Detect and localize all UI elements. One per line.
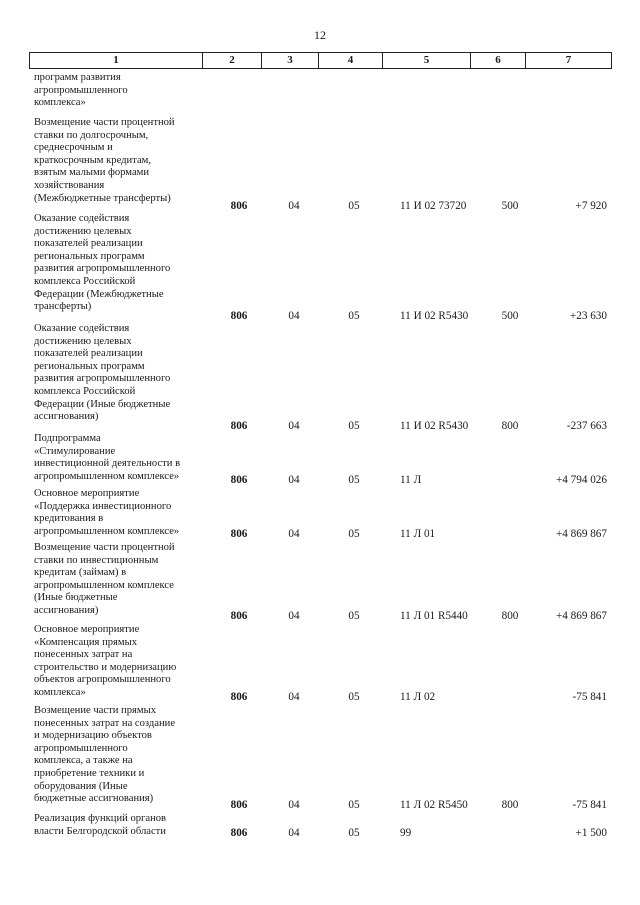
description-line: Возмещение части процентной — [34, 542, 175, 553]
description-line: понесенных затрат на — [34, 649, 133, 661]
row-description — [34, 624, 201, 700]
page-number: 12 — [314, 28, 326, 42]
cell-col-3: 04 — [288, 799, 300, 811]
description-line: (Иные бюджетные — [34, 592, 118, 604]
header-col-3: 3 — [261, 53, 318, 68]
cell-col-2: 806 — [230, 691, 248, 703]
description-line: агропромышленного — [34, 742, 128, 754]
description-line: Реализация функций органов — [34, 813, 167, 824]
description-line: «Поддержка инвестиционного — [34, 500, 172, 512]
description-line: строительство и модернизацию — [34, 661, 177, 673]
header-col-4: 4 — [318, 53, 382, 68]
cell-col-5: 11 Л 01 R5440 — [400, 610, 468, 622]
description-line: ассигнования) — [34, 411, 99, 423]
description-line: (Межбюджетные трансферты) — [34, 192, 171, 204]
description-line: ассигнования) — [34, 604, 99, 616]
description-line: кредитования в — [34, 513, 104, 525]
header-col-2: 2 — [202, 53, 261, 68]
cell-col-3: 04 — [288, 610, 300, 622]
row-description — [34, 433, 201, 483]
description-line: понесенных затрат на создание — [34, 717, 176, 729]
description-line: ставки по инвестиционным — [34, 554, 159, 566]
cell-col-4: 05 — [348, 528, 360, 540]
cell-col-4: 05 — [348, 827, 360, 839]
description-line: инвестиционной деятельности в — [34, 458, 181, 470]
description-line: Возмещение части прямых — [34, 705, 156, 716]
description-line: Федерации (Межбюджетные — [34, 288, 164, 300]
description-line: агропромышленном комплексе» — [34, 525, 180, 537]
cell-col-3: 04 — [288, 200, 300, 212]
description-line: программ развития — [34, 72, 121, 83]
description-line: региональных программ — [34, 360, 145, 372]
cell-col-4: 05 — [348, 799, 360, 811]
description-line: достижению целевых — [34, 335, 132, 347]
description-line: комплекса» — [34, 686, 86, 698]
row-description — [34, 213, 201, 314]
cell-col-6: 500 — [501, 310, 519, 322]
description-line: «Компенсация прямых — [34, 636, 138, 648]
description-line: объектов агропромышленного — [34, 674, 171, 686]
cell-col-5: 11 Л 01 — [400, 528, 436, 540]
cell-col-5: 11 Л 02 R5450 — [400, 799, 468, 811]
cell-col-7: -237 663 — [566, 420, 607, 432]
row-description — [34, 488, 201, 538]
description-line: достижению целевых — [34, 225, 132, 237]
cell-col-7: -75 841 — [572, 691, 607, 703]
cell-col-6: 800 — [501, 610, 519, 622]
description-line: кредитам (займам) в — [34, 567, 127, 579]
description-line: комплекса» — [34, 97, 86, 109]
cell-col-3: 04 — [288, 691, 300, 703]
cell-col-5: 11 Л — [400, 474, 422, 486]
cell-col-2: 806 — [230, 200, 248, 212]
description-line: Возмещение части процентной — [34, 117, 175, 128]
cell-col-6: 800 — [501, 420, 519, 432]
description-line: приобретение техники и — [34, 767, 145, 779]
description-line: Федерации (Иные бюджетные — [34, 398, 171, 410]
row-description — [34, 323, 201, 424]
cell-col-4: 05 — [348, 310, 360, 322]
description-line: «Стимулирование — [34, 445, 116, 457]
description-line: агропромышленного — [34, 84, 128, 96]
cell-col-3: 04 — [288, 420, 300, 432]
cell-col-7: +4 794 026 — [555, 474, 607, 486]
row-description — [34, 72, 201, 110]
cell-col-2: 806 — [230, 827, 248, 839]
description-line: Оказание содействия — [34, 323, 130, 334]
cell-col-7: -75 841 — [572, 799, 607, 811]
description-line: развития агропромышленного — [34, 373, 171, 385]
description-line: Основное мероприятие — [34, 488, 140, 499]
cell-col-4: 05 — [348, 474, 360, 486]
row-description — [34, 813, 201, 838]
cell-col-6: 500 — [501, 200, 519, 212]
cell-col-3: 04 — [288, 827, 300, 839]
description-line: краткосрочным кредитам, — [34, 154, 152, 166]
cell-col-3: 04 — [288, 528, 300, 540]
description-line: бюджетные ассигнования) — [34, 793, 154, 805]
header-col-6: 6 — [470, 53, 525, 68]
header-col-7: 7 — [525, 53, 611, 68]
cell-col-2: 806 — [230, 420, 248, 432]
cell-col-2: 806 — [230, 610, 248, 622]
header-col-5: 5 — [382, 53, 470, 68]
cell-col-5: 11 И 02 R5430 — [400, 420, 469, 432]
cell-col-4: 05 — [348, 610, 360, 622]
cell-col-4: 05 — [348, 200, 360, 212]
cell-col-2: 806 — [230, 310, 248, 322]
description-line: Подпрограмма — [34, 433, 101, 444]
description-line: комплекса Российской — [34, 385, 136, 397]
description-line: комплекса Российской — [34, 275, 136, 287]
cell-col-6: 800 — [501, 799, 519, 811]
description-line: Основное мероприятие — [34, 624, 140, 635]
description-line: власти Белгородской области — [34, 825, 166, 837]
row-description — [34, 117, 201, 205]
cell-col-5: 11 И 02 R5430 — [400, 310, 469, 322]
cell-col-5: 99 — [400, 827, 412, 839]
row-description — [34, 705, 201, 806]
cell-col-7: +23 630 — [569, 310, 607, 322]
cell-col-2: 806 — [230, 528, 248, 540]
description-line: трансферты) — [34, 301, 92, 313]
description-line: оборудования (Иные — [34, 780, 128, 792]
cell-col-2: 806 — [230, 474, 248, 486]
cell-col-7: +1 500 — [575, 827, 607, 839]
description-line: развития агропромышленного — [34, 263, 171, 275]
description-line: агропромышленном комплексе — [34, 579, 174, 591]
row-description — [34, 542, 201, 618]
cell-col-5: 11 И 02 73720 — [400, 200, 467, 212]
description-line: региональных программ — [34, 250, 145, 262]
cell-col-7: +4 869 867 — [555, 528, 607, 540]
description-line: и модернизацию объектов — [34, 730, 152, 742]
description-line: комплекса, а также на — [34, 755, 133, 767]
cell-col-4: 05 — [348, 691, 360, 703]
cell-col-5: 11 Л 02 — [400, 691, 436, 703]
cell-col-3: 04 — [288, 310, 300, 322]
description-line: Оказание содействия — [34, 213, 130, 224]
header-col-1: 1 — [113, 54, 119, 66]
description-line: агропромышленном комплексе» — [34, 470, 180, 482]
description-line: ставки по долгосрочным, — [34, 129, 149, 141]
description-line: среднесрочным и — [34, 142, 113, 154]
description-line: взятым малыми формами — [34, 167, 150, 179]
description-line: показателей реализации — [34, 238, 143, 250]
description-line: хозяйствования — [34, 179, 105, 191]
cell-col-7: +7 920 — [575, 200, 607, 212]
cell-col-3: 04 — [288, 474, 300, 486]
cell-col-4: 05 — [348, 420, 360, 432]
cell-col-7: +4 869 867 — [555, 610, 607, 622]
cell-col-2: 806 — [230, 799, 248, 811]
description-line: показателей реализации — [34, 348, 143, 360]
table-header — [29, 52, 612, 69]
